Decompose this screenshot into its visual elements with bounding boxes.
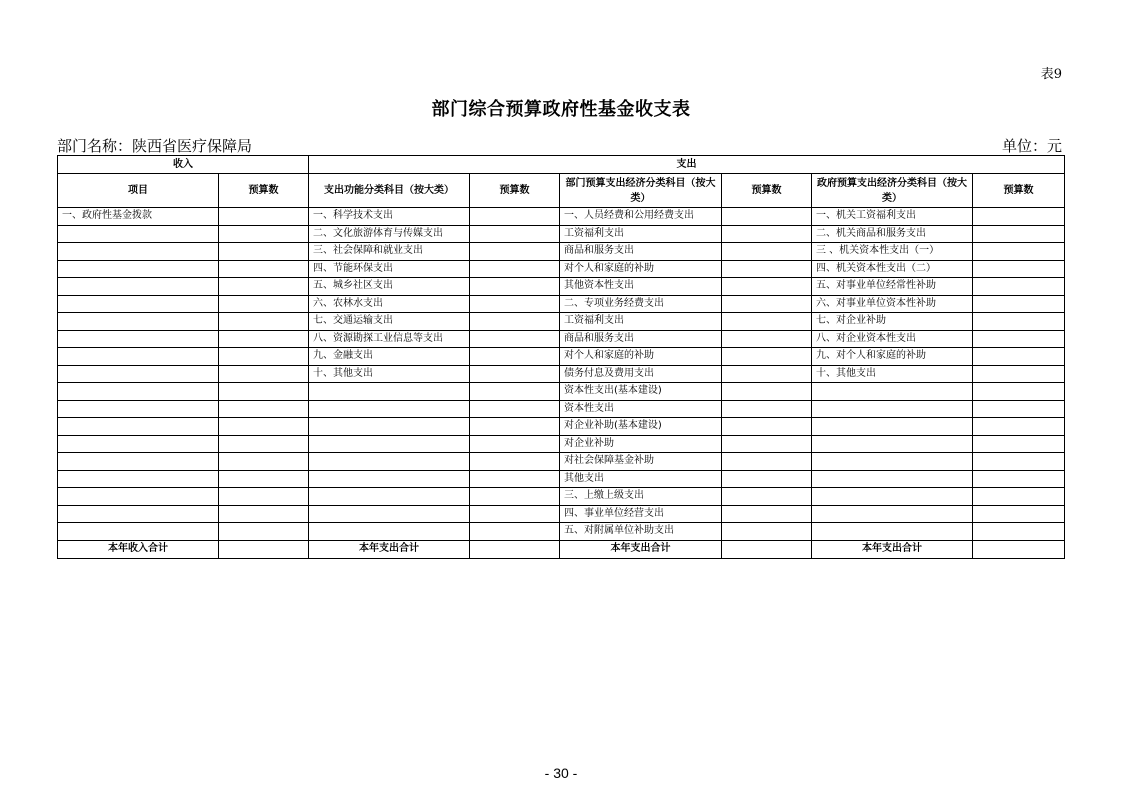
total-cell: 本年支出合计 [560, 540, 722, 558]
table-cell [58, 435, 219, 453]
table-cell [309, 523, 470, 541]
table-row [58, 488, 1065, 506]
table-cell [470, 365, 560, 383]
table-cell [309, 470, 470, 488]
table-cell [219, 470, 309, 488]
page-title: 部门综合预算政府性基金收支表 [431, 99, 691, 120]
table-cell [309, 383, 470, 401]
table-row [58, 278, 1065, 296]
table-cell [219, 453, 309, 471]
table-cell [470, 348, 560, 366]
table-cell: 其他支出 [560, 470, 722, 488]
table-cell [973, 208, 1065, 226]
table-cell [812, 488, 973, 506]
table-cell [470, 488, 560, 506]
table-cell: 对个人和家庭的补助 [560, 260, 722, 278]
table-row [58, 330, 1065, 348]
table-cell [722, 470, 812, 488]
table-cell [973, 243, 1065, 261]
table-cell [722, 260, 812, 278]
table-cell [812, 470, 973, 488]
table-cell: 一、人员经费和公用经费支出 [560, 208, 722, 226]
table-cell [470, 208, 560, 226]
table-cell [470, 505, 560, 523]
table-cell: 一、科学技术支出 [309, 208, 470, 226]
table-cell [219, 523, 309, 541]
table-cell: 商品和服务支出 [560, 243, 722, 261]
table-cell [722, 313, 812, 331]
table-cell: 十、其他支出 [812, 365, 973, 383]
table-row [58, 208, 1065, 226]
table-cell [219, 243, 309, 261]
table-cell [973, 400, 1065, 418]
column-header: 预算数 [973, 174, 1065, 208]
table-cell: 五、城乡社区支出 [309, 278, 470, 296]
table-cell: 资本性支出 [560, 400, 722, 418]
table-cell [470, 330, 560, 348]
table-cell [470, 470, 560, 488]
table-cell [722, 418, 812, 436]
department-name: 部门名称：陕西省医疗保障局 [57, 137, 253, 155]
table-cell [470, 383, 560, 401]
table-cell [722, 435, 812, 453]
table-cell [973, 278, 1065, 296]
table-row [58, 365, 1065, 383]
table-row [58, 470, 1065, 488]
total-cell [219, 540, 309, 558]
table-cell: 四、事业单位经营支出 [560, 505, 722, 523]
table-cell [309, 400, 470, 418]
table-cell [973, 488, 1065, 506]
budget-table [57, 155, 1065, 559]
table-row [58, 523, 1065, 541]
table-row [58, 435, 1065, 453]
table-cell: 对社会保障基金补助 [560, 453, 722, 471]
table-row [58, 400, 1065, 418]
table-cell [722, 383, 812, 401]
table-cell [722, 523, 812, 541]
table-cell [973, 313, 1065, 331]
table-cell [973, 260, 1065, 278]
table-cell [470, 418, 560, 436]
table-cell [58, 243, 219, 261]
total-cell [470, 540, 560, 558]
column-header: 预算数 [219, 174, 309, 208]
table-cell [973, 523, 1065, 541]
table-row [58, 225, 1065, 243]
table-row [58, 243, 1065, 261]
table-cell [470, 260, 560, 278]
table-cell: 工资福利支出 [560, 225, 722, 243]
table-cell [309, 453, 470, 471]
table-cell [219, 505, 309, 523]
table-row [58, 295, 1065, 313]
table-cell [973, 435, 1065, 453]
table-cell [722, 295, 812, 313]
table-row [58, 260, 1065, 278]
table-cell: 七、交通运输支出 [309, 313, 470, 331]
table-cell [219, 225, 309, 243]
table-cell [58, 470, 219, 488]
table-cell [58, 418, 219, 436]
table-cell [58, 330, 219, 348]
column-header: 政府预算支出经济分类科目（按大类） [812, 174, 973, 208]
table-cell: 八、对企业资本性支出 [812, 330, 973, 348]
table-row [58, 418, 1065, 436]
table-row [58, 383, 1065, 401]
table-cell [722, 505, 812, 523]
table-cell [309, 435, 470, 453]
table-cell [973, 453, 1065, 471]
table-cell [219, 365, 309, 383]
table-cell [219, 400, 309, 418]
table-cell [722, 453, 812, 471]
table-cell: 一、政府性基金拨款 [58, 208, 219, 226]
currency-unit: 单位：元 [1001, 137, 1062, 155]
table-cell [219, 488, 309, 506]
table-cell [219, 330, 309, 348]
table-cell [58, 383, 219, 401]
table-cell [58, 400, 219, 418]
total-cell: 本年支出合计 [309, 540, 470, 558]
table-cell [219, 418, 309, 436]
table-cell: 四、机关资本性支出（二） [812, 260, 973, 278]
table-cell [722, 348, 812, 366]
table-cell [722, 278, 812, 296]
table-cell [812, 435, 973, 453]
table-row [58, 313, 1065, 331]
table-cell [470, 523, 560, 541]
table-cell [973, 225, 1065, 243]
table-cell [58, 365, 219, 383]
table-cell [309, 418, 470, 436]
table-cell: 二、专项业务经费支出 [560, 295, 722, 313]
table-cell [722, 365, 812, 383]
table-cell [58, 523, 219, 541]
section-expense: 支出 [309, 156, 1065, 174]
table-cell: 对企业补助(基本建设) [560, 418, 722, 436]
total-cell [973, 540, 1065, 558]
page-number: - 30 - [544, 765, 578, 781]
table-cell: 六、对事业单位资本性补助 [812, 295, 973, 313]
table-cell: 九、对个人和家庭的补助 [812, 348, 973, 366]
table-cell: 一、机关工资福利支出 [812, 208, 973, 226]
table-cell [812, 453, 973, 471]
table-cell [722, 208, 812, 226]
table-cell [58, 505, 219, 523]
table-row [58, 348, 1065, 366]
table-cell [722, 225, 812, 243]
table-cell [58, 295, 219, 313]
table-row [58, 453, 1065, 471]
table-cell: 二、文化旅游体育与传媒支出 [309, 225, 470, 243]
table-cell [470, 400, 560, 418]
table-row [58, 505, 1065, 523]
table-cell: 二、机关商品和服务支出 [812, 225, 973, 243]
table-cell [58, 488, 219, 506]
table-cell [470, 435, 560, 453]
column-header: 预算数 [470, 174, 560, 208]
table-cell [470, 453, 560, 471]
table-cell [973, 418, 1065, 436]
table-cell [973, 505, 1065, 523]
table-cell: 对企业补助 [560, 435, 722, 453]
table-cell [470, 243, 560, 261]
table-cell [219, 435, 309, 453]
table-cell [58, 313, 219, 331]
table-cell: 三、社会保障和就业支出 [309, 243, 470, 261]
table-cell [812, 418, 973, 436]
column-header-row [58, 174, 1065, 208]
table-cell [722, 488, 812, 506]
table-cell [470, 278, 560, 296]
table-cell [973, 330, 1065, 348]
table-cell: 十、其他支出 [309, 365, 470, 383]
table-number: 表9 [1040, 67, 1062, 82]
table-cell [973, 348, 1065, 366]
table-cell [219, 383, 309, 401]
table-cell [309, 488, 470, 506]
total-cell [722, 540, 812, 558]
table-cell [58, 225, 219, 243]
table-cell: 七、对企业补助 [812, 313, 973, 331]
table-cell: 其他资本性支出 [560, 278, 722, 296]
table-cell [812, 523, 973, 541]
table-cell: 三、上缴上级支出 [560, 488, 722, 506]
table-cell [58, 348, 219, 366]
table-cell [470, 313, 560, 331]
table-cell [219, 278, 309, 296]
section-header-row [58, 156, 1065, 174]
table-cell [973, 383, 1065, 401]
total-cell: 本年收入合计 [58, 540, 219, 558]
table-cell: 工资福利支出 [560, 313, 722, 331]
table-cell [722, 400, 812, 418]
table-cell [973, 365, 1065, 383]
table-cell: 资本性支出(基本建设) [560, 383, 722, 401]
column-header: 预算数 [722, 174, 812, 208]
column-header: 部门预算支出经济分类科目（按大类） [560, 174, 722, 208]
column-header: 项目 [58, 174, 219, 208]
table-cell [309, 505, 470, 523]
table-cell: 三 、机关资本性支出（一） [812, 243, 973, 261]
table-cell [219, 313, 309, 331]
totals-row [58, 540, 1065, 558]
table-cell [973, 295, 1065, 313]
table-cell: 五、对事业单位经常性补助 [812, 278, 973, 296]
section-income: 收入 [58, 156, 309, 174]
table-cell [470, 225, 560, 243]
table-cell [470, 295, 560, 313]
table-cell: 九、金融支出 [309, 348, 470, 366]
table-cell [812, 400, 973, 418]
table-cell: 债务付息及费用支出 [560, 365, 722, 383]
table-cell [722, 330, 812, 348]
table-cell [973, 470, 1065, 488]
table-cell: 六、农林水支出 [309, 295, 470, 313]
table-cell [219, 208, 309, 226]
table-cell [812, 505, 973, 523]
table-cell: 八、资源勘探工业信息等支出 [309, 330, 470, 348]
table-cell: 四、节能环保支出 [309, 260, 470, 278]
table-cell: 商品和服务支出 [560, 330, 722, 348]
table-cell [58, 278, 219, 296]
table-cell [219, 295, 309, 313]
table-cell [58, 260, 219, 278]
table-cell [219, 260, 309, 278]
table-cell: 五、对附属单位补助支出 [560, 523, 722, 541]
total-cell: 本年支出合计 [812, 540, 973, 558]
column-header: 支出功能分类科目（按大类） [309, 174, 470, 208]
table-cell: 对个人和家庭的补助 [560, 348, 722, 366]
table-cell [58, 453, 219, 471]
table-cell [219, 348, 309, 366]
table-cell [812, 383, 973, 401]
table-cell [722, 243, 812, 261]
